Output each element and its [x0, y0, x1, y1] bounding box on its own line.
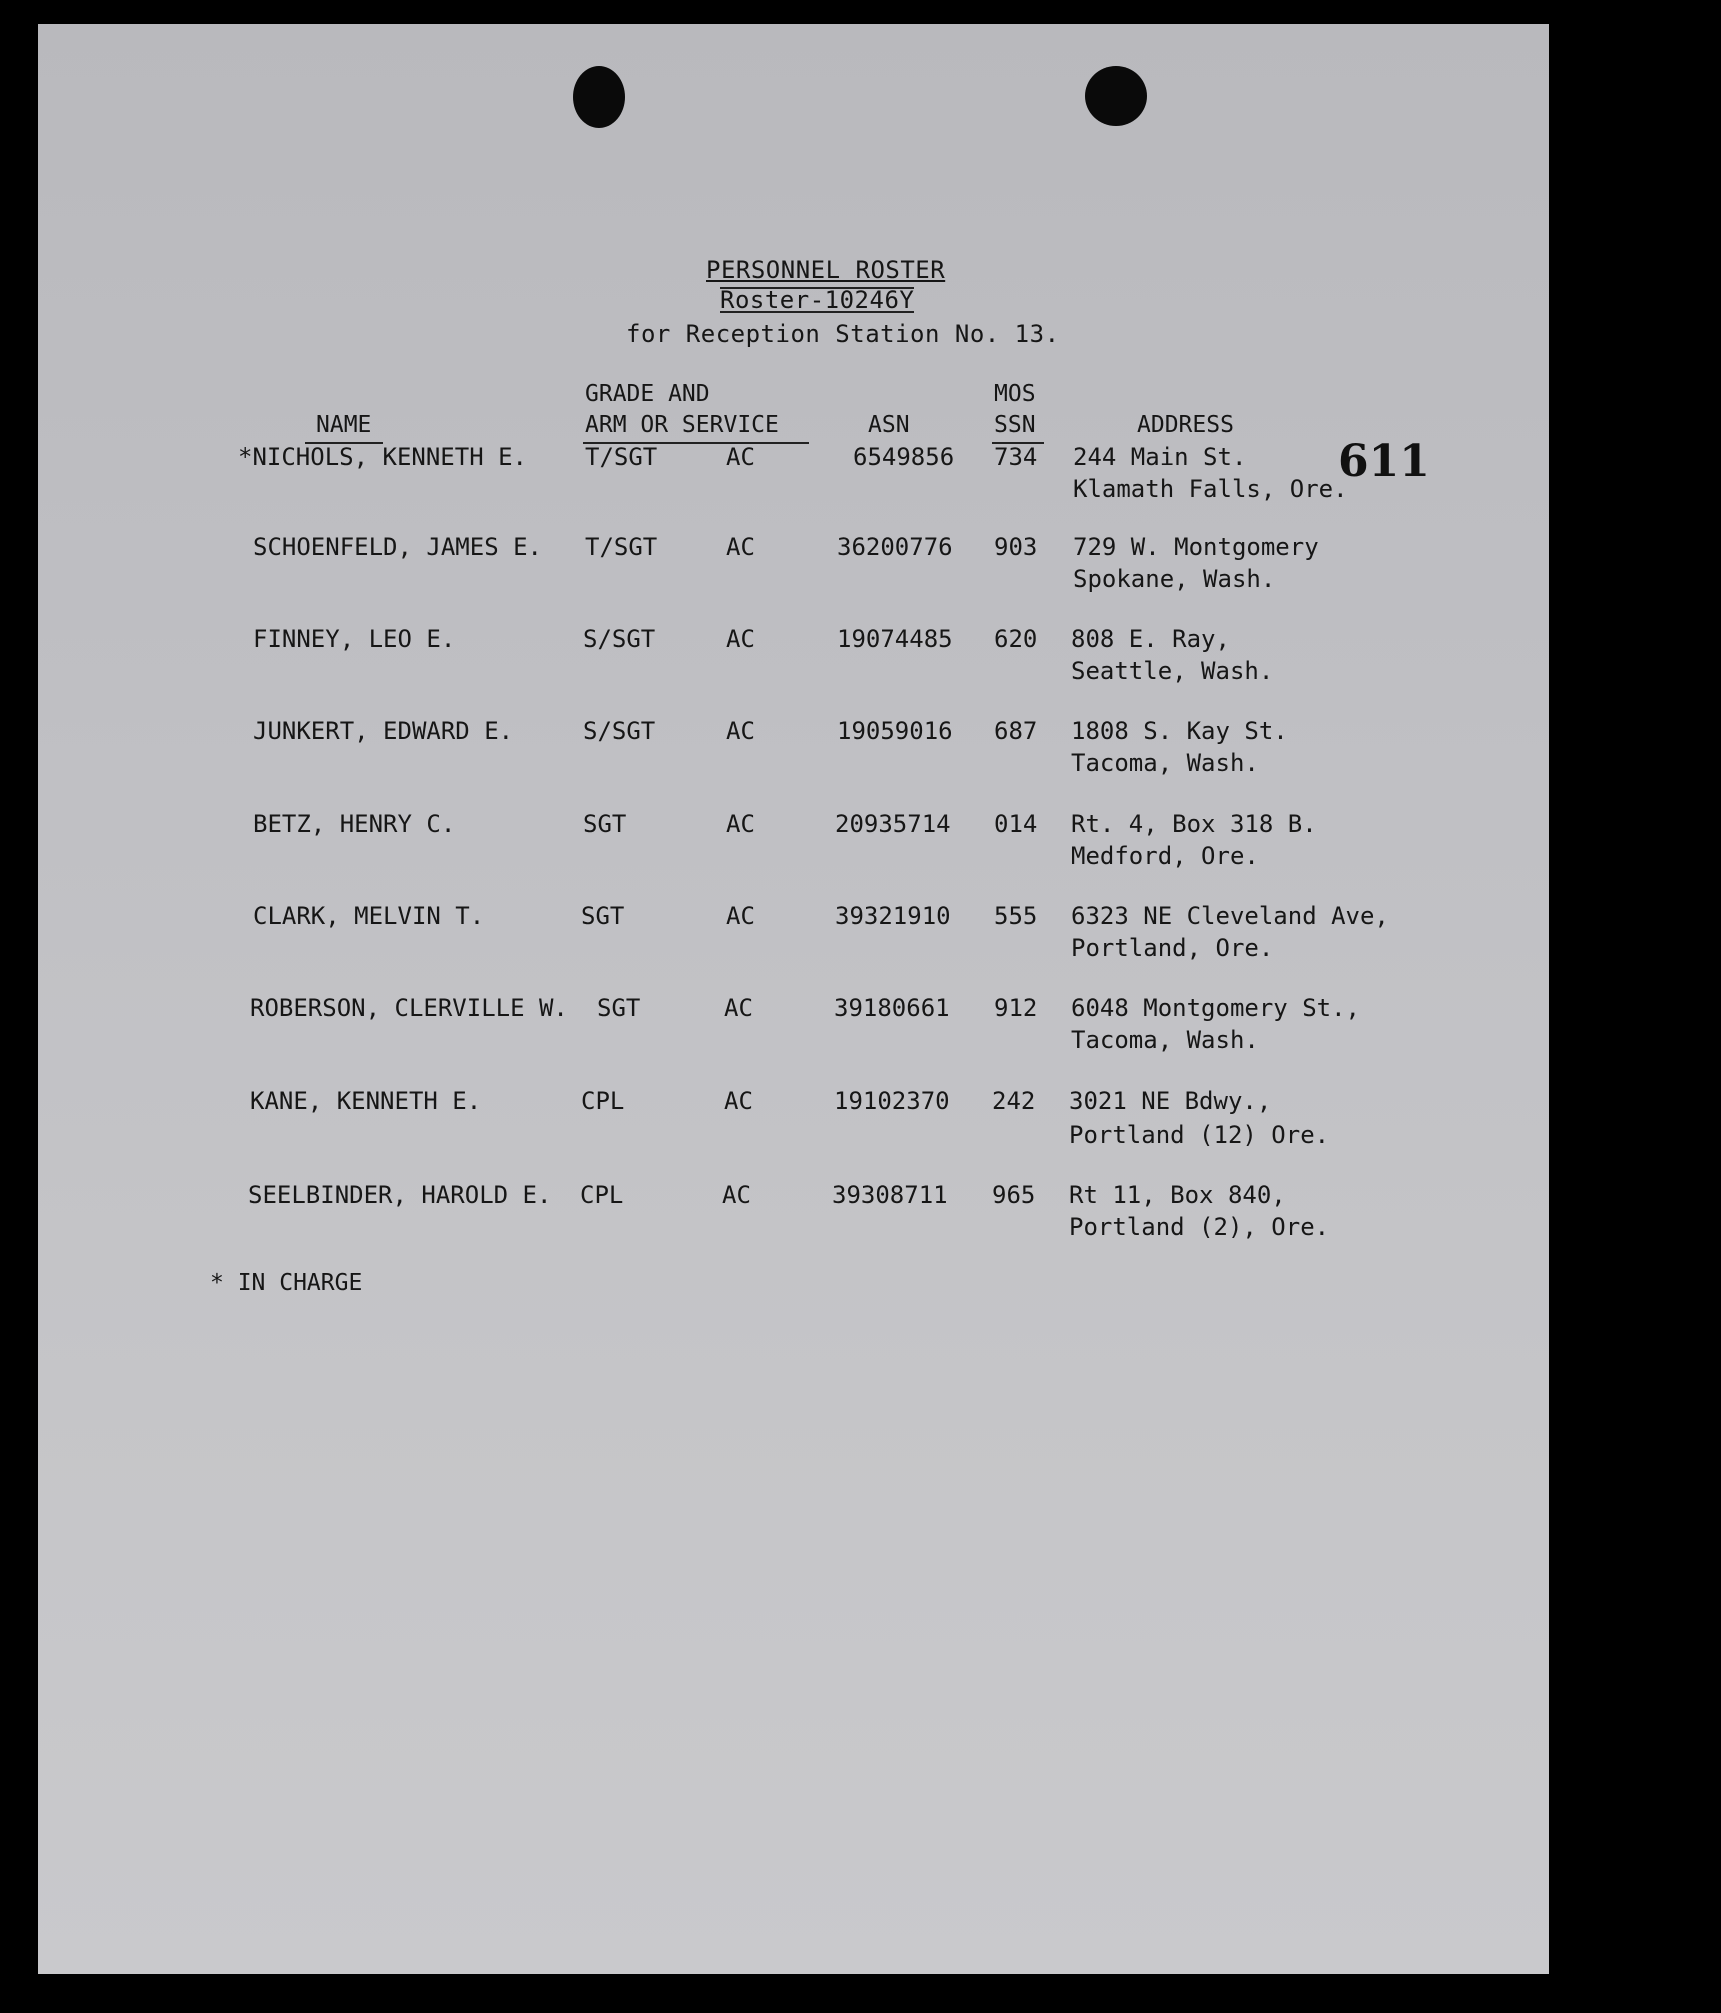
row-address-line2: Seattle, Wash. [1071, 657, 1274, 685]
row-address-line1: 244 Main St. [1073, 443, 1247, 471]
row-mos: 734 [994, 443, 1038, 471]
roster-number: Roster-10246Y [720, 286, 915, 314]
row-mos: 687 [994, 717, 1038, 745]
row-arm: AC [726, 443, 755, 471]
row-grade: CPL [580, 1181, 624, 1209]
row-asn: 6549856 [853, 443, 955, 471]
row-name: CLARK, MELVIN T. [253, 902, 485, 930]
row-address-line1: 6323 NE Cleveland Ave, [1071, 902, 1389, 930]
row-grade: SGT [597, 994, 641, 1022]
row-asn: 39180661 [834, 994, 950, 1022]
row-mos: 965 [992, 1181, 1036, 1209]
row-address-line2: Tacoma, Wash. [1071, 749, 1259, 777]
header-name: NAME [316, 412, 372, 438]
row-address-line2: Portland (2), Ore. [1069, 1213, 1330, 1241]
row-asn: 19102370 [834, 1087, 950, 1115]
row-arm: AC [726, 717, 755, 745]
row-grade: S/SGT [583, 625, 656, 653]
row-grade: T/SGT [585, 533, 658, 561]
row-name: ROBERSON, CLERVILLE W. [250, 994, 568, 1022]
header-grade-line1: GRADE AND [585, 381, 710, 407]
row-asn: 39321910 [835, 902, 951, 930]
row-mos: 555 [994, 902, 1038, 930]
row-mos: 620 [994, 625, 1038, 653]
row-address-line2: Medford, Ore. [1071, 842, 1259, 870]
row-address-line2: Spokane, Wash. [1073, 565, 1276, 593]
header-address: ADDRESS [1137, 412, 1234, 438]
row-mos: 903 [994, 533, 1038, 561]
header-mos-line2: SSN [994, 412, 1036, 438]
page-number: 611 [1338, 436, 1430, 487]
header-asn: ASN [868, 412, 910, 438]
row-grade: CPL [581, 1087, 625, 1115]
row-address-line1: Rt. 4, Box 318 B. [1071, 810, 1317, 838]
row-arm: AC [726, 810, 755, 838]
row-arm: AC [726, 625, 755, 653]
row-name: FINNEY, LEO E. [253, 625, 456, 653]
row-mos: 242 [992, 1087, 1036, 1115]
row-name: KANE, KENNETH E. [250, 1087, 482, 1115]
footnote-in-charge: * IN CHARGE [210, 1270, 363, 1296]
row-address-line1: 1808 S. Kay St. [1071, 717, 1288, 745]
row-address-line2: Tacoma, Wash. [1071, 1026, 1259, 1054]
row-grade: SGT [581, 902, 625, 930]
document-title: PERSONNEL ROSTER [706, 256, 946, 284]
row-address-line2: Portland (12) Ore. [1069, 1121, 1330, 1149]
row-name: *NICHOLS, KENNETH E. [238, 443, 527, 471]
row-name: SCHOENFELD, JAMES E. [253, 533, 542, 561]
row-address-line1: 808 E. Ray, [1071, 625, 1230, 653]
row-address-line2: Portland, Ore. [1071, 934, 1274, 962]
row-arm: AC [724, 1087, 753, 1115]
row-asn: 36200776 [837, 533, 953, 561]
row-address-line1: 6048 Montgomery St., [1071, 994, 1360, 1022]
row-asn: 20935714 [835, 810, 951, 838]
row-grade: T/SGT [585, 443, 658, 471]
row-asn: 19059016 [837, 717, 953, 745]
row-grade: SGT [583, 810, 627, 838]
punch-hole-left [573, 66, 625, 128]
row-address-line2: Klamath Falls, Ore. [1073, 475, 1348, 503]
row-mos: 912 [994, 994, 1038, 1022]
row-name: SEELBINDER, HAROLD E. [248, 1181, 552, 1209]
row-grade: S/SGT [583, 717, 656, 745]
row-address-line1: 3021 NE Bdwy., [1069, 1087, 1272, 1115]
row-name: BETZ, HENRY C. [253, 810, 456, 838]
row-address-line1: 729 W. Montgomery [1073, 533, 1319, 561]
row-arm: AC [726, 902, 755, 930]
punch-hole-right [1085, 66, 1147, 126]
row-mos: 014 [994, 810, 1038, 838]
row-asn: 19074485 [837, 625, 953, 653]
header-grade-line2: ARM OR SERVICE [585, 412, 779, 438]
row-address-line1: Rt 11, Box 840, [1069, 1181, 1286, 1209]
row-arm: AC [724, 994, 753, 1022]
row-arm: AC [722, 1181, 751, 1209]
header-mos-line1: MOS [994, 381, 1036, 407]
row-arm: AC [726, 533, 755, 561]
row-asn: 39308711 [832, 1181, 948, 1209]
document-subtitle: for Reception Station No. 13. [626, 320, 1060, 348]
row-name: JUNKERT, EDWARD E. [253, 717, 514, 745]
